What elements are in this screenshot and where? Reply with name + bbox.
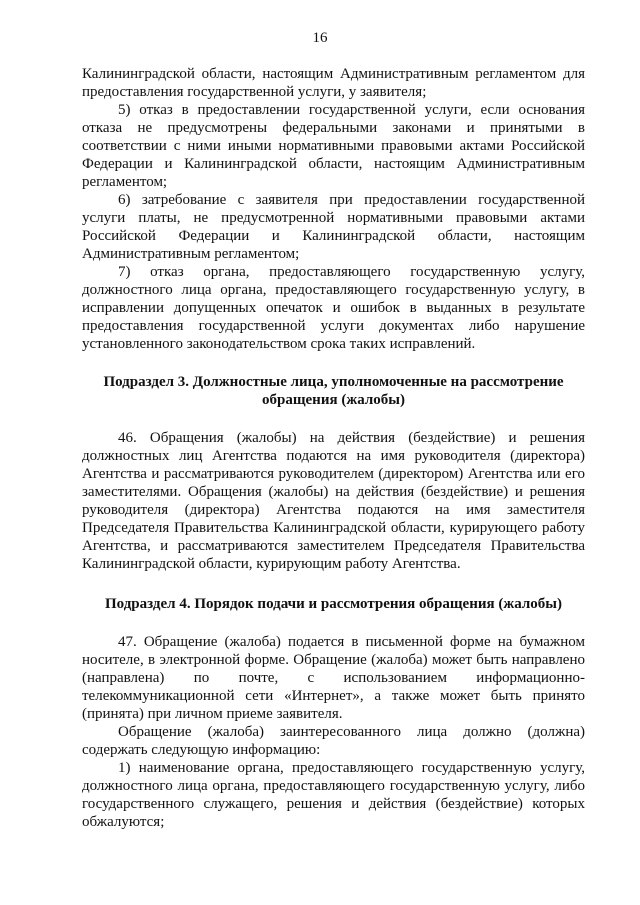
paragraph-item-5: 5) отказ в предоставлении государственной услуги, если основания отказа не предусмотрены федеральными законами и принятыми в соответствии с ними иными нормативными правовыми актами Российской Федерации и Калининградской области, настоящим Административным регламентом; <box>82 102 585 190</box>
paragraph-complaint-contents: Обращение (жалоба) заинтересованного лица должно (должна) содержать следующую информацию: <box>82 724 585 758</box>
paragraph-item-7: 7) отказ органа, предоставляющего государственную услугу, должностного лица органа, предоставляющего государственную услугу, в исправлении допущенных опечаток и ошибок в выданных в результате предоставления государственной услуги документах либо нарушение установленного законодательством срока таких исправлений. <box>82 264 585 352</box>
document-body <box>82 65 585 831</box>
subsection-3-heading-line-2: обращения (жалобы) <box>262 392 405 408</box>
paragraph-continuation: Калининградской области, настоящим Административным регламентом для предоставления государственной услуги, у заявителя; <box>82 66 585 100</box>
paragraph-item-6: 6) затребование с заявителя при предоставлении государственной услуги платы, не предусмотренной нормативными правовыми актами Российской Федерации и Калининградской области, настоящим Административным регламентом; <box>82 192 585 262</box>
subsection-4-heading: Подраздел 4. Порядок подачи и рассмотрения обращения (жалобы) <box>104 596 562 612</box>
paragraph-item-1: 1) наименование органа, предоставляющего государственную услугу, должностного лица органа, предоставляющего государственную услугу, либо государственного служащего, решения и действия (бездействие) которых обжалуются; <box>82 760 585 830</box>
paragraph-46: 46. Обращения (жалобы) на действия (бездействие) и решения должностных лиц Агентства подаются на имя руководителя (директора) Агентства и рассматриваются руководителем (директором) Агентства или его заместителями. Обращения (жалобы) на действия (бездействие) и решения руководителя (директора) Агентства подаются на имя заместителя Председателя Правительства Калининградской области, курирующего работу Агентства, и рассматриваются заместителем Председателя Правительства Калининградской области, курирующим работу Агентства. <box>82 430 585 572</box>
paragraph-47: 47. Обращение (жалоба) подается в письменной форме на бумажном носителе, в электронной форме. Обращение (жалоба) может быть направлено (направлена) по почте, с использованием информационно-телекоммуникационной сети «Интернет», а также может быть принято (принята) при личном приеме заявителя. <box>82 634 585 722</box>
subsection-3-heading <box>82 373 585 409</box>
subsection-3-heading-line-1: Подраздел 3. Должностные лица, уполномоченные на рассмотрение <box>103 374 564 390</box>
page-number: 16 <box>312 30 328 46</box>
